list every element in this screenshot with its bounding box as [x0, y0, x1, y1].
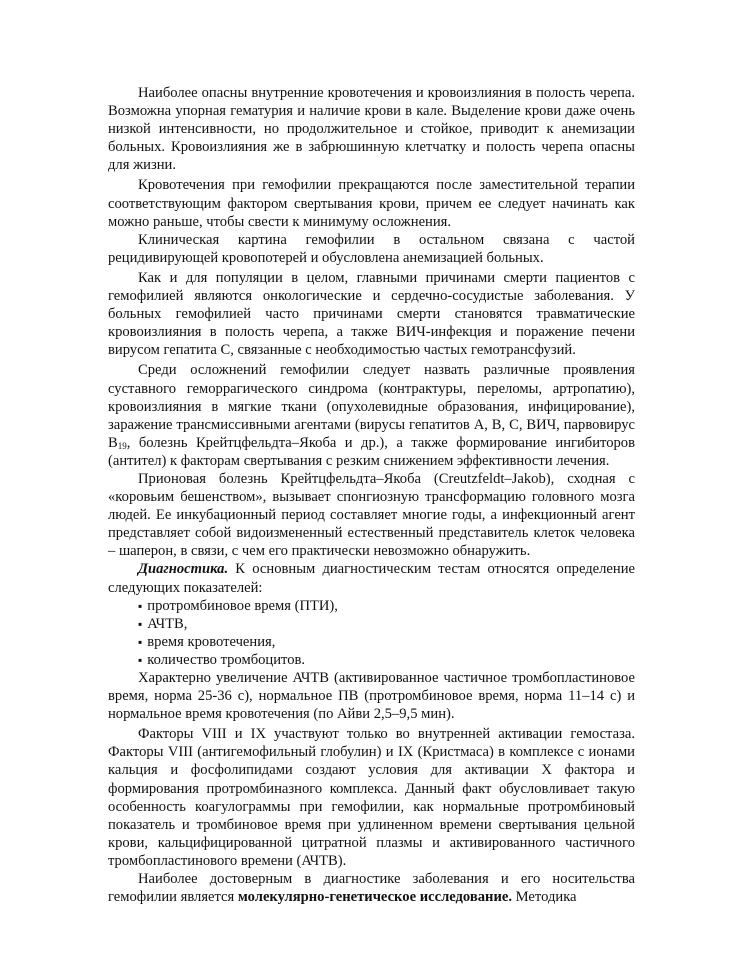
paragraph-diagnostics — [108, 560, 635, 596]
list-item: ▪ протромбиновое время (ПТИ), — [138, 597, 635, 615]
parvovirus-subscript: 19 — [117, 440, 127, 451]
paragraph-aptt: Характерно увеличение АЧТВ (активированное частичное тромбопластиновое время, норма 25-36 с), нормальное ПВ (протромбиновое время, норма 11–14 с) и нормальное время кровотечения (по Айви 2,5–9,5 мин). — [108, 670, 635, 723]
paragraph-clinical-picture: Клиническая картина гемофилии в остальном связана с частой рецидивирующей кровопотерей и обусловлена анемизацией больных. — [108, 231, 635, 266]
diagnostics-heading: Диагностика. — [138, 561, 229, 578]
molecular-text-b: Методика — [511, 889, 577, 906]
paragraph-complications — [108, 361, 635, 470]
complications-text-b: , болезнь Крейтцфельдта–Якоба и др.), а также формирование ингибиторов (антител) к факторам свертывания с резким снижением эффективности лечения. — [108, 434, 635, 469]
paragraph-internal-bleeding: Наиболее опасны внутренние кровотечения и кровоизлияния в полость черепа. Возможна упорная гематурия и наличие крови в кале. Выделение крови даже очень низкой интенсивности, но продолжительное и стойкое, приводит к анемизации больных. Кровоизлияния же в забрюшинную клетчатку и полость черепа опасны для жизни. — [108, 85, 635, 174]
molecular-bold: молекулярно-генетическое исследование. — [237, 889, 512, 906]
list-item: ▪ АЧТВ, — [138, 615, 635, 633]
diagnostics-text: К основным диагностическим тестам относятся определение следующих показателей: — [108, 561, 635, 596]
paragraph-prion-disease: Прионовая болезнь Крейтцфельдта–Якоба (Creutzfeldt–Jakob), сходная с «коровьим бешенством», вызывает спонгиозную трансформацию головного мозга людей. Ее инкубационный период составляет многие годы, а инфекционный агент представляет собой видоизмененный естественный представитель клеток человека – шаперон, в связи, с чем его практически невозможно обнаружить. — [108, 470, 635, 560]
paragraph-factors: Факторы VIII и IX участвуют только во внутренней активации гемостаза. Факторы VIII (антигемофильный глобулин) и IX (Кристмаса) в комплексе с ионами кальция и фосфолипидами создают условия для активации Х фактора и формирования протромбиназного комплекса. Данный факт обусловливает такую особенность коагулограммы при гемофилии, как нормальные протромбиновый показатель и тромбиновое время при удлиненном времени свертывания цельной крови, кальцифицированной цитратной плазмы и активированного частичного тромбопластинового времени (АЧТВ). — [108, 726, 635, 869]
paragraph-causes-of-death: Как и для популяции в целом, главными причинами смерти пациентов с гемофилией являются онкологические и сердечно-сосудистые заболевания. У больных гемофилией часто причинами смерти становятся травматические кровоизлияния в полость черепа, а также ВИЧ-инфекция и поражение печени вирусом гепатита С, связанные с необходимостью частых гемотрансфузий. — [108, 269, 635, 359]
list-item: ▪ количество тромбоцитов. — [138, 651, 635, 669]
complications-text-a: Среди осложнений гемофилии следует назвать различные проявления суставного геморрагического синдрома (контрактуры, переломы, артропатию), кровоизлияния в мягкие ткани (опухолевидные образования, инфицирование), заражение трансмиссивными агентами (вирусы гепатитов А, В, С, ВИЧ, парвовирус В — [108, 362, 635, 451]
diagnostic-tests-list — [108, 597, 635, 669]
molecular-text-a: Наиболее достоверным в диагностике заболевания и его носительства гемофилии является — [108, 871, 635, 906]
paragraph-molecular-genetic — [108, 870, 635, 906]
list-item: ▪ время кровотечения, — [138, 633, 635, 651]
paragraph-replacement-therapy: Кровотечения при гемофилии прекращаются после заместительной терапии соответствующим фактором свертывания крови, причем ее следует начинать как можно раньше, чтобы свести к минимуму осложнения. — [108, 177, 635, 230]
